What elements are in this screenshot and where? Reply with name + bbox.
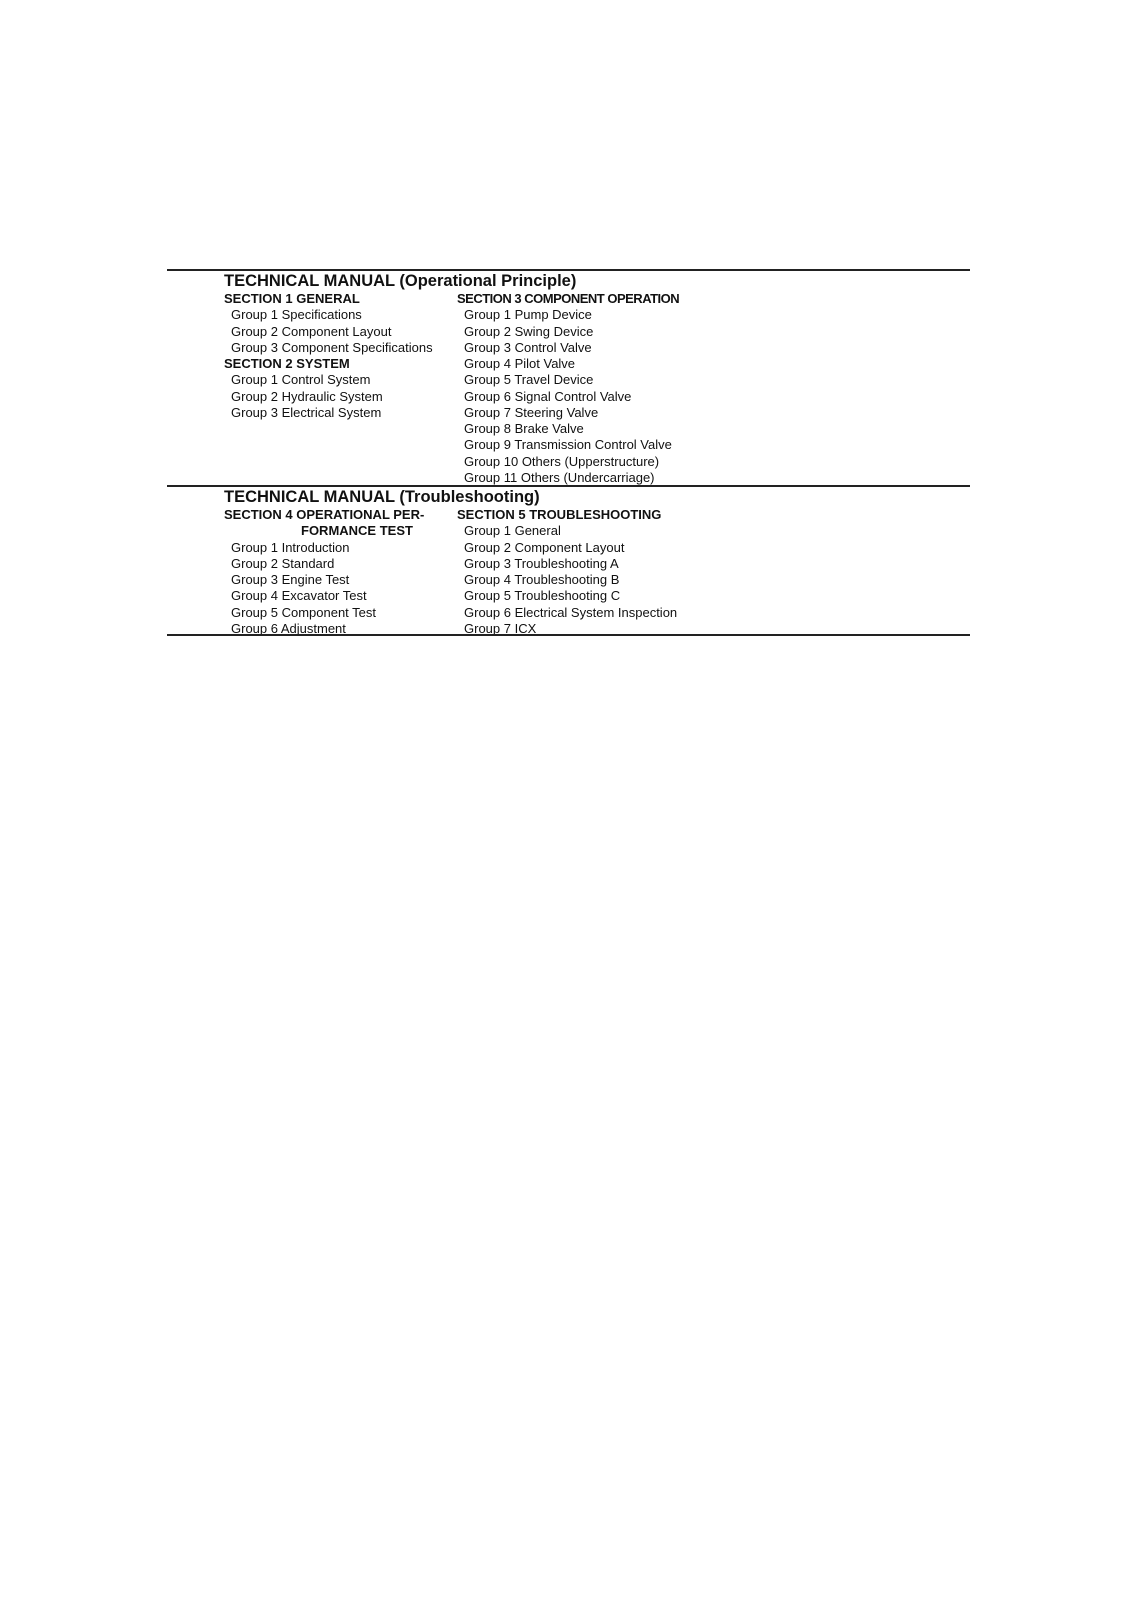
group-item: Group 8 Brake Valve [464, 421, 584, 436]
group-item: Group 2 Swing Device [464, 323, 594, 339]
group-item: Group 3 Component Specifications [231, 339, 433, 355]
right-column [457, 291, 957, 486]
group-item: Group 3 Control Valve [464, 339, 592, 355]
group-item: Group 4 Pilot Valve [464, 356, 576, 371]
section-heading: SECTION 3 COMPONENT OPERATION [457, 291, 680, 306]
group-item: Group 2 Component Layout [464, 539, 625, 555]
group-item: Group 3 Engine Test [231, 572, 350, 587]
group-item: Group 2 Component Layout [231, 323, 392, 339]
group-item: Group 1 General [464, 523, 561, 539]
group-item: Group 5 Travel Device [464, 372, 594, 388]
group-item: Group 11 Others (Undercarriage) [464, 469, 655, 485]
manual-operational-principle [224, 271, 970, 485]
section-heading: SECTION 2 SYSTEM [224, 356, 350, 371]
group-item: Group 2 Standard [231, 555, 335, 571]
group-item: Group 3 Troubleshooting A [464, 555, 619, 571]
bottom-divider [167, 634, 970, 636]
section-heading: SECTION 1 GENERAL [224, 291, 360, 306]
group-item: Group 2 Hydraulic System [231, 388, 383, 404]
group-item: Group 6 Signal Control Valve [464, 388, 632, 404]
right-column [457, 507, 957, 637]
group-item: Group 5 Component Test [231, 604, 377, 620]
section-heading: SECTION 4 OPERATIONAL PER- [224, 507, 425, 522]
left-column [224, 291, 456, 421]
group-item: Group 7 ICX [464, 620, 537, 636]
manual-troubleshooting [224, 487, 970, 636]
group-item: Group 9 Transmission Control Valve [464, 437, 672, 453]
section-heading: SECTION 5 TROUBLESHOOTING [457, 507, 662, 522]
left-column [224, 507, 456, 637]
group-item: Group 6 Electrical System Inspection [464, 604, 678, 620]
group-item: Group 1 Introduction [231, 539, 350, 555]
group-item: Group 1 Specifications [231, 307, 362, 323]
group-item: Group 3 Electrical System [231, 404, 382, 420]
group-item: Group 1 Control System [231, 372, 371, 388]
group-item: Group 1 Pump Device [464, 307, 592, 323]
manual-title: TECHNICAL MANUAL (Operational Principle) [224, 272, 577, 290]
section-heading-continuation: FORMANCE TEST [301, 523, 413, 539]
group-item: Group 10 Others (Upperstructure) [464, 453, 660, 469]
group-item: Group 4 Troubleshooting B [464, 572, 620, 587]
group-item: Group 7 Steering Valve [464, 404, 599, 420]
group-item: Group 6 Adjustment [231, 620, 346, 636]
group-item: Group 4 Excavator Test [231, 588, 367, 604]
manual-title: TECHNICAL MANUAL (Troubleshooting) [224, 488, 540, 506]
group-item: Group 5 Troubleshooting C [464, 588, 621, 604]
